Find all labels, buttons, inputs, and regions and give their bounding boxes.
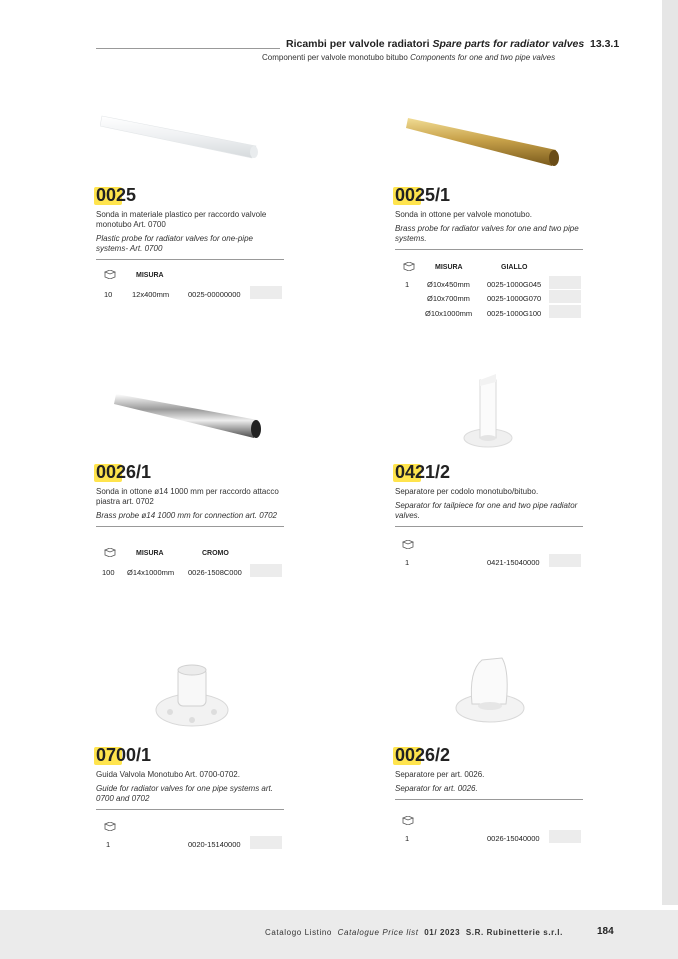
price-box bbox=[549, 830, 581, 843]
section-number: 13.3.1 bbox=[590, 38, 620, 50]
cell-size: Ø10x700mm bbox=[427, 294, 470, 303]
divider bbox=[96, 809, 284, 810]
price-box bbox=[250, 286, 282, 299]
description-en: Brass probe ø14 1000 mm for connection art. 0702 bbox=[96, 511, 277, 520]
description-it: Sonda in ottone ø14 1000 mm per raccordo attacco piastra art. 0702 bbox=[96, 487, 279, 506]
cell-article: 0026-1508C000 bbox=[188, 568, 242, 577]
cell-size: Ø10x450mm bbox=[427, 280, 470, 289]
cell-article: 0025-00000000 bbox=[188, 290, 241, 299]
page-subtitle: Componenti per valvole monotubo bitubo Components for one and two pipe valves bbox=[262, 53, 556, 62]
box-icon bbox=[403, 262, 415, 271]
price-box bbox=[549, 305, 581, 318]
product-code: 0025/1 bbox=[395, 185, 451, 205]
product-0025 bbox=[96, 184, 286, 260]
brass-probe-image bbox=[406, 112, 562, 170]
separator-image bbox=[458, 372, 520, 452]
chrome-probe-image bbox=[114, 388, 264, 442]
cell-qty: 10 bbox=[104, 290, 113, 299]
box-icon bbox=[104, 548, 116, 557]
cell-qty: 1 bbox=[405, 280, 410, 289]
page-title: Ricambi per valvole radiatori Spare parts for radiator valves bbox=[286, 38, 585, 50]
price-box bbox=[250, 836, 282, 849]
box-icon bbox=[402, 816, 414, 825]
divider bbox=[395, 526, 583, 527]
product-0026-1 bbox=[96, 461, 286, 527]
description-it: Sonda in materiale plastico per raccordo valvole monotubo Art. 0700 bbox=[96, 210, 267, 229]
price-table-0026-2 bbox=[395, 814, 585, 846]
description-en: Plastic probe for radiator valves for one-pipe systems- Art. 0700 bbox=[96, 234, 253, 253]
product-code: 0026/1 bbox=[96, 462, 152, 482]
header-misura: MISURA bbox=[136, 550, 164, 557]
product-0421-2 bbox=[395, 461, 585, 527]
side-tab bbox=[662, 0, 678, 905]
price-box bbox=[549, 290, 581, 303]
divider bbox=[96, 259, 284, 260]
header-giallo: GIALLO bbox=[501, 264, 528, 271]
header-misura: MISURA bbox=[435, 264, 463, 271]
cell-article: 0025-1000G045 bbox=[487, 280, 542, 289]
cell-size: Ø14x1000mm bbox=[127, 568, 175, 577]
cell-qty: 100 bbox=[102, 568, 115, 577]
product-code: 0026/2 bbox=[395, 745, 451, 765]
description-it: Guida Valvola Monotubo Art. 0700-0702. bbox=[96, 770, 240, 779]
valve-guide-image bbox=[154, 662, 232, 730]
description-it: Separatore per codolo monotubo/bitubo. bbox=[395, 487, 539, 496]
description-it: Separatore per art. 0026. bbox=[395, 770, 485, 779]
header-rule bbox=[96, 48, 280, 49]
cell-size: 12x400mm bbox=[132, 290, 170, 299]
page-number: 184 bbox=[597, 926, 614, 937]
description-en: Separator for art. 0026. bbox=[395, 784, 478, 793]
cell-article: 0421-15040000 bbox=[487, 558, 540, 567]
product-code: 0025 bbox=[96, 185, 137, 205]
price-table-0025 bbox=[96, 268, 286, 308]
description-en: Separator for tailpiece for one and two pipe radiator valves. bbox=[395, 501, 578, 520]
cell-size: Ø10x1000mm bbox=[425, 309, 473, 318]
separator-0026-image bbox=[452, 654, 528, 730]
price-table-0026-1 bbox=[96, 546, 286, 582]
header-misura: MISURA bbox=[136, 272, 164, 279]
cell-article: 0026-15040000 bbox=[487, 834, 540, 843]
product-code: 0700/1 bbox=[96, 745, 152, 765]
price-box bbox=[549, 276, 581, 289]
header-cromo: CROMO bbox=[202, 550, 229, 557]
price-table-0700-1 bbox=[96, 820, 286, 852]
box-icon bbox=[104, 270, 116, 279]
price-table-0421-2 bbox=[395, 538, 585, 570]
description-it: Sonda in ottone per valvole monotubo. bbox=[395, 210, 532, 219]
price-box bbox=[250, 564, 282, 577]
box-icon bbox=[402, 540, 414, 549]
plastic-probe-image bbox=[100, 108, 260, 160]
price-box bbox=[549, 554, 581, 567]
cell-qty: 1 bbox=[405, 558, 410, 567]
product-0025-1 bbox=[395, 184, 585, 250]
divider bbox=[395, 799, 583, 800]
product-code: 0421/2 bbox=[395, 462, 451, 482]
description-en: Brass probe for radiator valves for one and two pipe systems. bbox=[395, 224, 579, 243]
cell-qty: 1 bbox=[106, 840, 111, 849]
cell-qty: 1 bbox=[405, 834, 410, 843]
product-0026-2 bbox=[395, 744, 585, 800]
cell-article: 0025-1000G100 bbox=[487, 309, 542, 318]
description-en: Guide for radiator valves for one pipe systems art. 0700 and 0702 bbox=[96, 784, 273, 803]
box-icon bbox=[104, 822, 116, 831]
footer-catalog: Catalogo Listino Catalogue Price list 01/ 2023 S.R. Rubinetterie s.r.l. bbox=[265, 928, 563, 937]
product-0700-1 bbox=[96, 744, 286, 810]
cell-article: 0020-15140000 bbox=[188, 840, 241, 849]
divider bbox=[96, 526, 284, 527]
price-table-0025-1 bbox=[395, 260, 585, 322]
cell-article: 0025-1000G070 bbox=[487, 294, 542, 303]
divider bbox=[395, 249, 583, 250]
